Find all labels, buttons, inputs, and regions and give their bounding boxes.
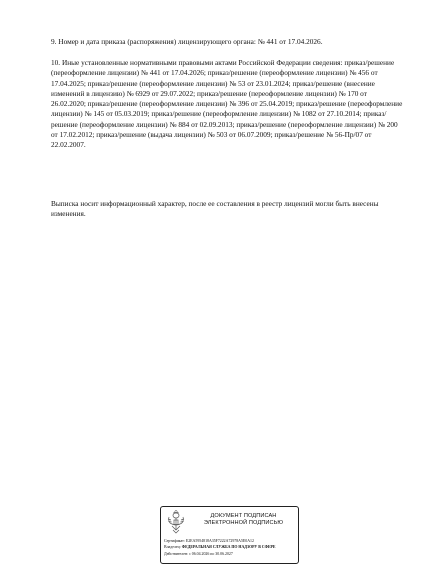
electronic-signature-stamp bbox=[160, 506, 299, 564]
stamp-title bbox=[191, 513, 296, 527]
stamp-owner-label: Владелец: bbox=[164, 545, 181, 550]
disclaimer-note: Выписка носит информационный характер, после ее составления в реестр лицензий могли быть внесены изменения. bbox=[51, 199, 379, 219]
stamp-title-line-1: ДОКУМЕНТ ПОДПИСАН bbox=[210, 513, 277, 519]
stamp-validity: Действителен: с 06.04.2026 по 30.06.2027 bbox=[164, 551, 233, 556]
stamp-certificate: Сертификат: E2EA5954818A35F7222A72978A5E0A12 bbox=[164, 539, 254, 543]
item-10-other-info: 10. Иные установленные нормативными правовыми актами Российской Федерации сведения: приказ/решение (переоформление лицензии) № 441 от 17.04.2026; приказ/решение (переоформление лицензии) № 456 от 17.04.2025; приказ/решение (переоформление лицензии) № 53 от 23.01.2024; приказ/решение (внесение изменений в лицензию) № 6929 от 29.07.2022; приказ/решение (переоформление лицензии) № 170 от 26.02.2020; приказ/решение (переоформление лицензии) № 396 от 25.04.2019; приказ/решение (переоформление лицензии) № 145 от 05.03.2019; приказ/решение (переоформление лицензии) № 1082 от 27.10.2014; приказ/решение (переоформление лицензии) № 884 от 02.09.2013; приказ/решение (переоформление лицензии) № 200 от 17.02.2012; приказ/решение (выдача лицензии) № 503 от 06.07.2009; приказ/решение № 56-Пр/07 от 22.02.2007. bbox=[51, 58, 403, 150]
item-9-order-number: 9. Номер и дата приказа (распоряжения) лицензирующего органа: № 441 от 17.04.2026. bbox=[51, 37, 323, 46]
stamp-details bbox=[164, 538, 299, 557]
emblem-icon bbox=[165, 510, 187, 536]
stamp-title-line-2: ЭЛЕКТРОННОЙ ПОДПИСЬЮ bbox=[203, 520, 284, 526]
stamp-owner-value: ФЕДЕРАЛЬНАЯ СЛУЖБА ПО НАДЗОРУ В СФЕРЕ bbox=[181, 545, 276, 550]
